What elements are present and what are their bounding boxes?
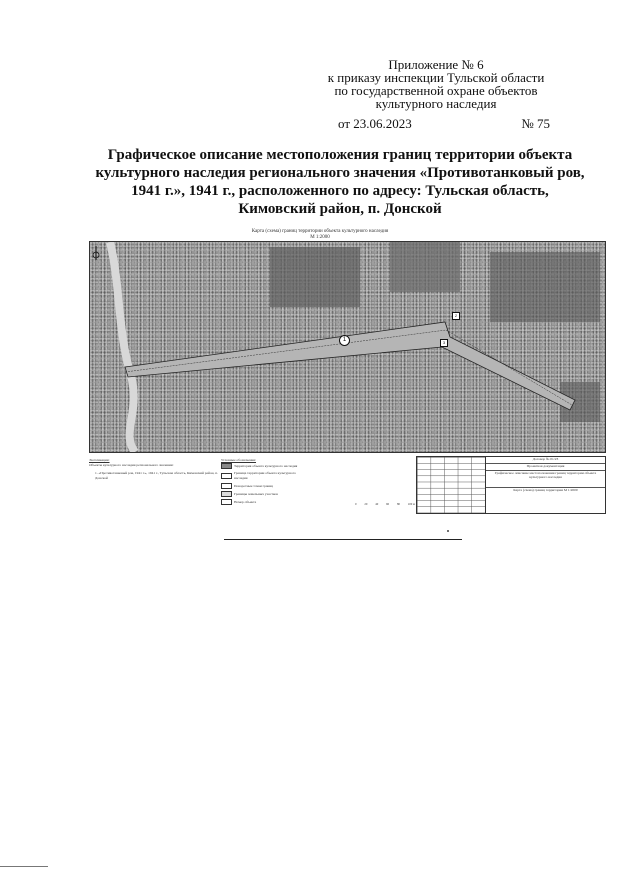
stamp-row: Договор № 01/23 <box>486 457 605 464</box>
legend-symbol-label: Номер объекта <box>234 499 257 504</box>
stamp-row: Проектная документация <box>486 464 605 471</box>
boundary-swatch <box>221 473 232 479</box>
stamp-row: Графическое описание местоположения границ территории объекта культурного наследия <box>486 471 605 488</box>
title-line-2: культурного наследия регионального значения «Противотанковый ров, <box>95 165 585 181</box>
legend-row <box>221 463 301 469</box>
ditch-axis-line <box>446 330 572 405</box>
boundary-map <box>89 241 606 453</box>
points-swatch <box>221 483 232 489</box>
stamp-row: Карта (схема) границ территории М 1:2000 <box>513 488 578 492</box>
scale-bar <box>355 502 415 506</box>
map-scale-text: М 1:2000 <box>310 235 330 240</box>
legend-row <box>221 499 301 505</box>
order-date: от 23.06.2023 <box>338 116 412 131</box>
map-overlay <box>90 242 605 452</box>
scale-tick: 40 <box>375 502 379 506</box>
legend-object-item: 1. «Противотанковый ров, 1941 г.», 1941 г., Тульская область, Кимовский район, п. Донской <box>95 471 219 480</box>
title-line-1: Графическое описание местоположения границ территории объекта <box>107 147 573 163</box>
title-line-3: 1941 г.», 1941 г., расположенного по адресу: Тульская область, <box>131 183 549 199</box>
appendix-line-2: к приказу инспекции Тульской области <box>327 70 545 85</box>
scale-tick: 80 <box>396 502 400 506</box>
title-block-stamp <box>416 456 606 514</box>
built-area-shape <box>270 247 360 307</box>
built-area-shape <box>390 242 460 292</box>
point-marker-3 <box>440 339 448 347</box>
scale-tick: 100 м <box>407 502 415 506</box>
signature-line <box>224 539 462 540</box>
document-title <box>60 146 620 218</box>
appendix-block <box>286 58 586 110</box>
legend-symbol-label: Граница территории объекта культурного наследия <box>234 471 296 480</box>
scale-tick: 60 <box>386 502 390 506</box>
ditch-territory-shape <box>125 322 575 410</box>
territory-swatch <box>221 463 232 469</box>
scale-tick: 20 <box>364 502 368 506</box>
appendix-line-4: культурного наследия <box>375 96 497 111</box>
order-date-line <box>338 116 550 132</box>
stamp-grid <box>417 457 486 513</box>
built-area-shape <box>490 252 600 322</box>
title-line-4: Кимовский район, п. Донской <box>238 201 442 217</box>
legend-row <box>221 491 301 497</box>
parcels-swatch <box>221 491 232 497</box>
road-shape <box>110 242 135 452</box>
legend-row <box>221 471 301 481</box>
legend-objects <box>89 458 219 481</box>
speck <box>447 530 449 532</box>
legend-symbols <box>221 458 301 507</box>
point-marker-3-label: 3 <box>442 340 446 345</box>
legend-conventions-heading: Экспликация: <box>89 458 110 462</box>
object-marker-1 <box>339 335 350 346</box>
legend-symbol-label: Поворотные точки границ <box>234 483 274 488</box>
object-marker-1-label: 1 <box>342 337 347 343</box>
order-number: № 75 <box>521 116 550 131</box>
appendix-line-1: Приложение № 6 <box>388 57 484 72</box>
legend-row <box>221 483 301 489</box>
point-marker-2-label: 2 <box>454 313 458 318</box>
legend-symbols-heading: Условные обозначения: <box>221 458 257 462</box>
appendix-line-3: по государственной охране объектов <box>334 83 538 98</box>
point-marker-2 <box>452 312 460 320</box>
footer-rule <box>0 866 48 867</box>
scale-tick: 0 <box>355 502 357 506</box>
legend-symbol-label: Границы земельных участков <box>234 491 278 496</box>
legend-symbol-label: Территория объекта культурного наследия <box>234 463 298 468</box>
number-swatch <box>221 499 232 505</box>
map-caption <box>200 229 440 241</box>
map-caption-text: Карта (схема) границ территории объекта культурного наследия <box>251 229 389 234</box>
legend-object-heading: Объекты культурного наследия регионального значения: <box>89 463 174 467</box>
